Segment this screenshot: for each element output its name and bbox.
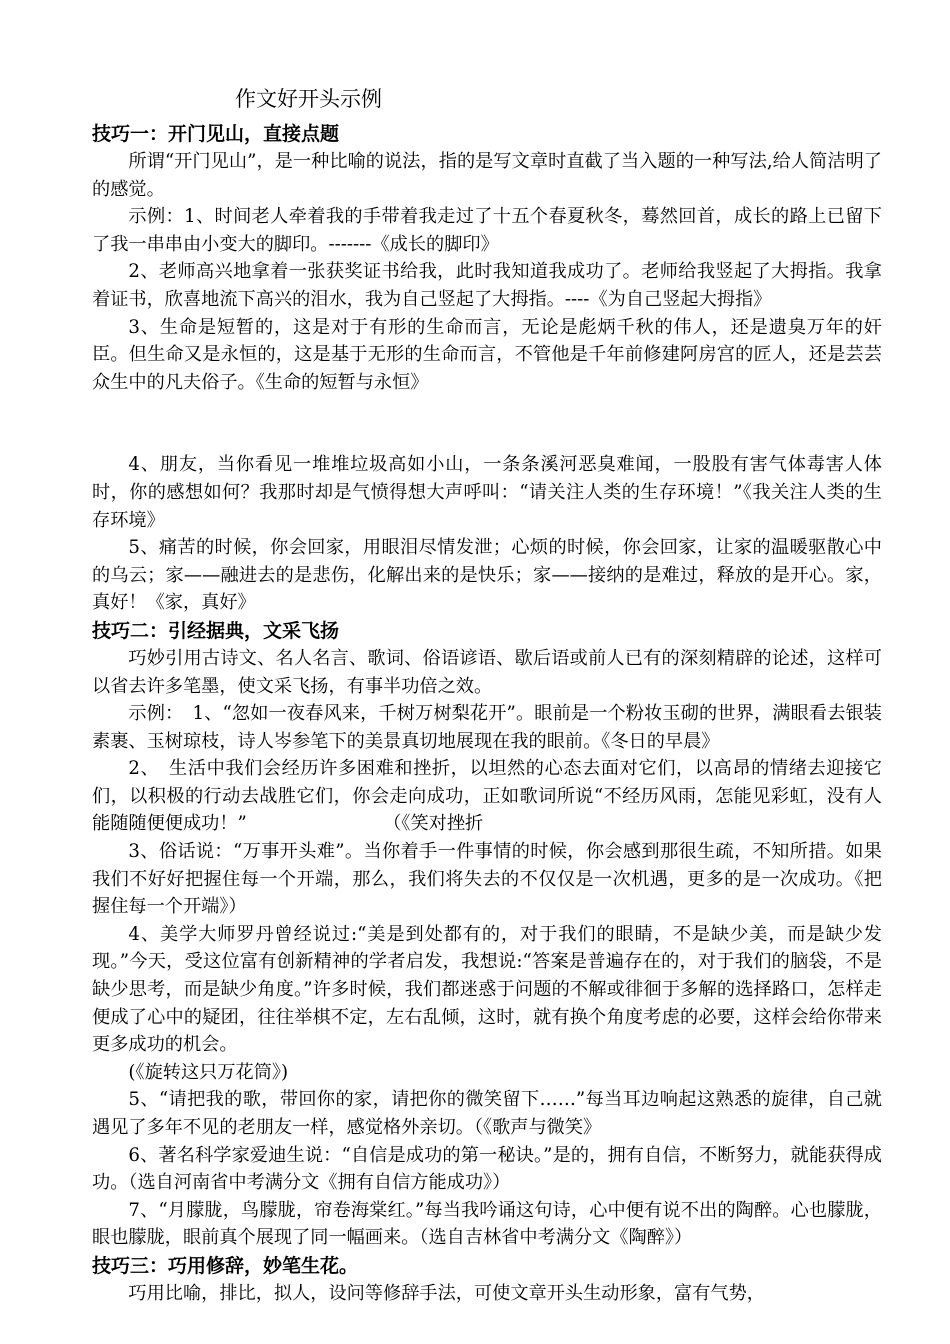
paragraph: 4、美学大师罗丹曾经说过:“美是到处都有的，对于我们的眼睛，不是缺少美，而是缺少发现。”今天，受这位富有创新精神的学者启发，我想说:“答案是普遍存在的，对于我们的脑袋，不是缺少思考，而是缺少角度。”许多时候，我们都迷惑于问题的不解或徘徊于多解的选择路口，怎样走便成了心中的疑团，往往举棋不定，左右乱倾，这时，就有换个角度考虑的必要，这样会给你带来更多成功的机会。 (92, 923, 882, 1056)
section-heading: 技巧三：巧用修辞，妙笔生花。 (92, 1254, 359, 1277)
paragraph: 巧用比喻，排比，拟人，设问等修辞手法，可使文章开头生动形象，富有气势， (128, 1282, 765, 1304)
paragraph: 所谓“开门见山”，是一种比喻的说法，指的是写文章时直截了当入题的一种写法,给人简洁明了的感觉。 (92, 151, 882, 200)
section-heading: 技巧二：引经据典，文采飞扬 (92, 619, 340, 642)
paragraph: 7、“月朦胧，鸟朦胧，帘卷海棠红。”每当我吟诵这句诗，心中便有说不出的陶醉。心也朦胧，眼也朦胧，眼前真个展现了同一幅画来。（选自吉林省中考满分文《陶醉》） (92, 1199, 882, 1249)
section-heading: 技巧一：开门见山，直接点题 (92, 123, 340, 145)
paragraph: 5、痛苦的时候，你会回家，用眼泪尽情发泄；心烦的时候，你会回家，让家的温暖驱散心中的乌云；家——融进去的是悲伤，化解出来的是快乐；家——接纳的是难过，释放的是开心。家，真好！《家，真好》 (92, 537, 882, 614)
paragraph: 示例： 1、“忽如一夜春风来，千树万树梨花开”。眼前是一个粉妆玉砌的世界，满眼看去银装素裹、玉树琼枝，诗人岑参笔下的美景真切地展现在我的眼前。《冬日的早晨》 (92, 703, 882, 752)
blank-space (92, 396, 882, 451)
document-page (92, 84, 882, 1308)
paragraph: 巧妙引用古诗文、名人名言、歌词、俗语谚语、歇后语或前人已有的深刻精辟的论述，这样可以省去许多笔墨，使文采飞扬，有事半功倍之效。 (92, 647, 882, 697)
paragraph: 3、生命是短暂的，这是对于有形的生命而言，无论是彪炳千秋的伟人，还是遗臭万年的奸臣。但生命又是永恒的，这是基于无形的生命而言，不管他是千年前修建阿房宫的匠人，还是芸芸众生中的凡夫俗子。《生命的短暂与永恒》 (92, 316, 882, 393)
paragraph: 示例：1、时间老人牵着我的手带着我走过了十五个春夏秋冬，蓦然回首，成长的路上已留下了我一串串由小变大的脚印。-------《成长的脚印》 (92, 206, 882, 255)
paragraph: 6、著名科学家爱迪生说：“自信是成功的第一秘诀。”是的，拥有自信，不断努力，就能获得成功。（选自河南省中考满分文《拥有自信方能成功》） (92, 1144, 882, 1194)
paragraph: 3、俗话说：“万事开头难”。当你着手一件事情的时候，你会感到那很生疏，不知所措。如果我们不好好把握住每一个开端，那么，我们将失去的不仅仅是一次机遇，更多的是一次成功。《把握住每一个开端》） (92, 841, 882, 918)
paragraph: 4、朋友，当你看见一堆堆垃圾高如小山，一条条溪河恶臭难闻，一股股有害气体毒害人体时，你的感想如何？我那时却是气愤得想大声呼叫：“请关注人类的生存环境！”《我关注人类的生存环境》 (92, 454, 882, 531)
paragraph: (《旋转这只万花筒》) (128, 1061, 289, 1083)
document-title: 作文好开头示例 (235, 87, 382, 111)
paragraph: 2、老师高兴地拿着一张获奖证书给我，此时我知道我成功了。老师给我竖起了大拇指。我拿着证书，欣喜地流下高兴的泪水，我为自己竖起了大拇指。----《为自己竖起大拇指》 (92, 261, 882, 310)
paragraph: 2、 生活中我们会经历许多困难和挫折，以坦然的心态去面对它们，以高昂的情绪去迎接它们，以积极的行动去战胜它们，你会走向成功，正如歌词所说“不经历风雨，怎能见彩虹，没有人能随随便便成功！” （《笑对挫折 (92, 758, 882, 835)
paragraph: 5、“请把我的歌，带回你的家，请把你的微笑留下……”每当耳边响起这熟悉的旋律，自己就遇见了多年不见的老朋友一样，感觉格外亲切。（《歌声与微笑》 (92, 1089, 882, 1138)
